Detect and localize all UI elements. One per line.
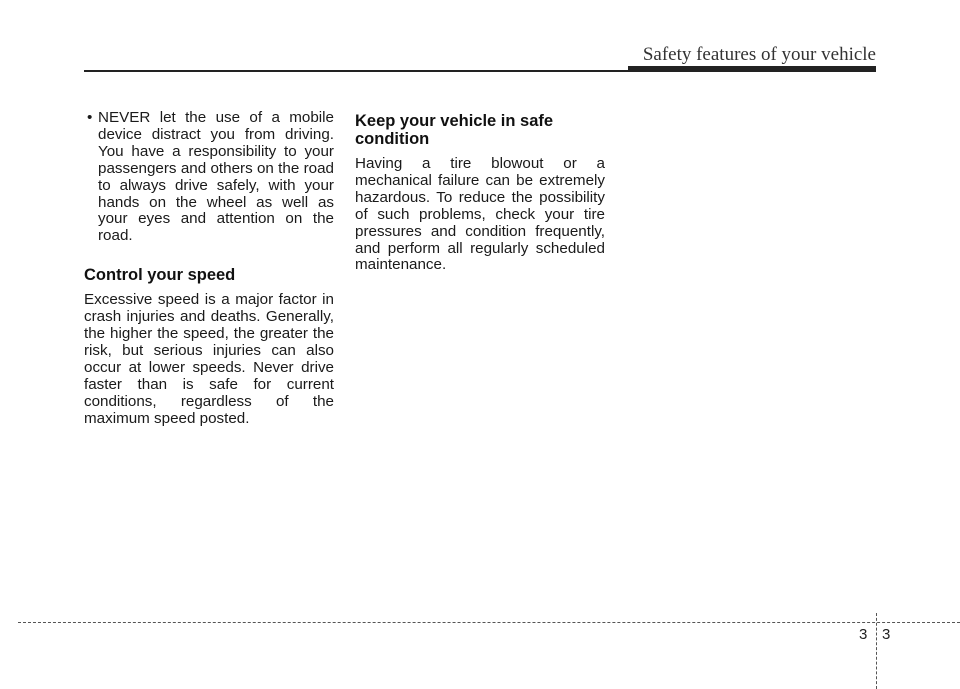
page-number: 3 (882, 626, 891, 643)
page-header-title: Safety features of your vehicle (642, 44, 876, 65)
page-chapter-number: 3 (859, 626, 868, 643)
bullet-marker: • (87, 109, 93, 126)
section-body-control-speed: Excessive speed is a major factor in crash injuries and deaths. Generally, the higher the speed, the greater the risk, but serious injuries can also occur at lower speeds. Never drive faster than is safe for current conditions, regardless of the maximum speed posted. (84, 291, 334, 427)
header-rule-accent (628, 66, 876, 71)
bullet-text: NEVER let the use of a mobile device distract you from driving. You have a responsibility to your passengers and others on the road to always drive safely, with your hands on the wheel as well as your eyes and attention on the road. (98, 109, 334, 245)
section-heading-control-speed: Control your speed (84, 266, 236, 285)
footer-dashed-divider (876, 613, 877, 689)
left-column (84, 110, 334, 428)
right-column (355, 110, 605, 274)
section-heading-safe-condition: Keep your vehicle in safe condition (355, 112, 554, 148)
bullet-item (84, 110, 334, 245)
footer-dashed-rule (18, 622, 960, 623)
section-body-safe-condition: Having a tire blowout or a mechanical failure can be extremely hazardous. To reduce the possibility of such problems, check your tire pressures and condition frequently, and perform all regularly scheduled maintenance. (355, 155, 605, 274)
